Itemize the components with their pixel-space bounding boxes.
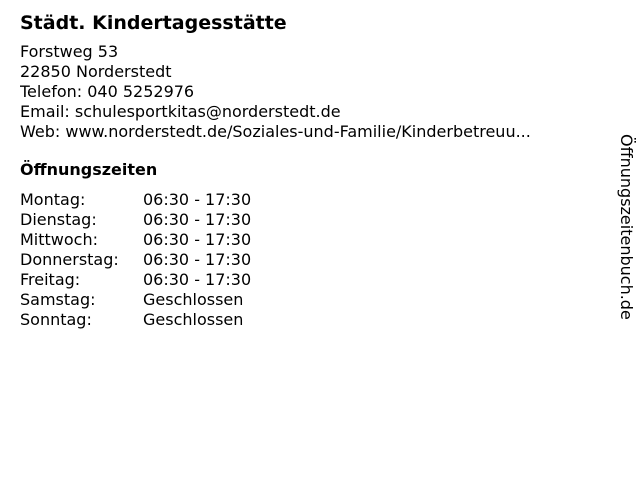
hours-row xyxy=(20,230,251,250)
email-line: Email: schulesportkitas@norderstedt.de xyxy=(20,102,341,121)
hours-time: Geschlossen xyxy=(143,290,244,309)
hours-row xyxy=(20,270,251,290)
phone-line: Telefon: 040 5252976 xyxy=(20,82,195,101)
address-block xyxy=(20,42,600,142)
hours-row xyxy=(20,190,251,210)
hours-day: Dienstag: xyxy=(20,210,97,229)
hours-day: Mittwoch: xyxy=(20,230,98,249)
hours-time: 06:30 - 17:30 xyxy=(143,230,252,249)
hours-title: Öffnungszeiten xyxy=(20,160,158,179)
hours-row xyxy=(20,250,251,270)
street-line: Forstweg 53 xyxy=(20,42,119,61)
city-line: 22850 Norderstedt xyxy=(20,62,172,81)
hours-day: Montag: xyxy=(20,190,86,209)
hours-table xyxy=(20,190,251,330)
business-card xyxy=(20,10,600,330)
hours-day: Samstag: xyxy=(20,290,96,309)
brand-watermark: Öffnungszeitenbuch.de xyxy=(617,134,636,320)
hours-time: 06:30 - 17:30 xyxy=(143,210,252,229)
hours-day: Freitag: xyxy=(20,270,81,289)
hours-row xyxy=(20,290,251,310)
hours-time: Geschlossen xyxy=(143,310,244,329)
hours-time: 06:30 - 17:30 xyxy=(143,250,252,269)
hours-time: 06:30 - 17:30 xyxy=(143,270,252,289)
hours-row xyxy=(20,210,251,230)
hours-row xyxy=(20,310,251,330)
hours-time: 06:30 - 17:30 xyxy=(143,190,252,209)
business-title: Städt. Kindertagesstätte xyxy=(20,12,287,34)
hours-day: Sonntag: xyxy=(20,310,92,329)
web-line: Web: www.norderstedt.de/Soziales-und-Familie/Kinderbetreuu... xyxy=(20,122,531,141)
hours-day: Donnerstag: xyxy=(20,250,119,269)
